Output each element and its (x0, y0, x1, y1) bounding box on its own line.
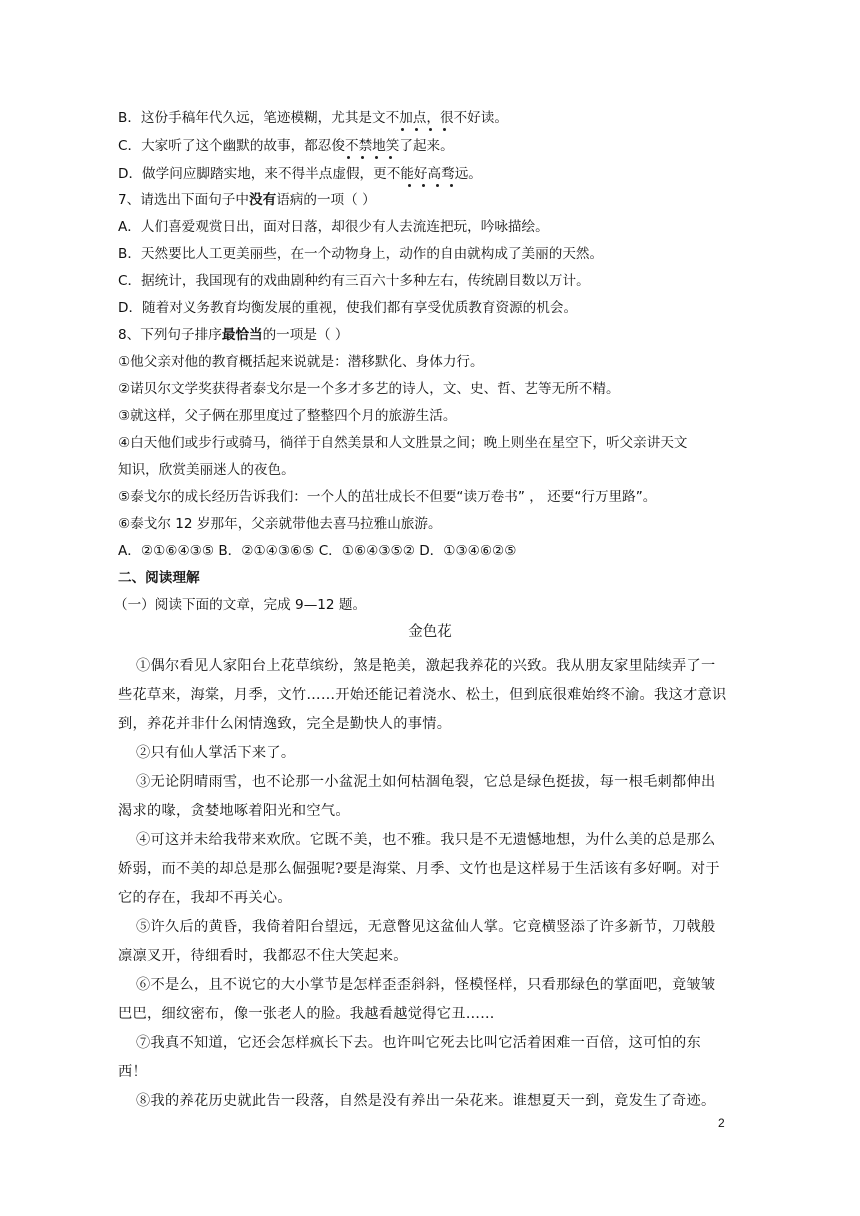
sentence-1: ①他父亲对他的教育概括起来说就是：潜移默化、身体力行。 (118, 354, 484, 370)
paragraph-1-line-1: ①偶尔看见人家阳台上花草缤纷，煞是艳美，激起我养花的兴致。我从朋友家里陆续弄了一 (136, 658, 716, 674)
q7-option-a: A．人们喜爱观赏日出，面对日落，却很少有人去流连把玩，吟咏描绘。 (118, 219, 549, 235)
q8-prefix: 8、下列句子排序 (118, 327, 222, 343)
paragraph-8: ⑧我的养花历史就此告一段落，自然是没有养出一朵花来。谁想夏天一到，竟发生了奇迹。 (136, 1093, 716, 1109)
q7-option-d: D．随着对义务教育均衡发展的重视，使我们都有享受优质教育资源的机会。 (118, 300, 578, 316)
emphasis-dots (405, 184, 465, 188)
paragraph-7-line-1: ⑦我真不知道，它还会怎样疯长下去。也许叫它死去比叫它活着困难一百倍，这可怕的东 (136, 1035, 702, 1051)
emphasis-dots (344, 156, 404, 160)
reading-intro: （一）阅读下面的文章，完成 9—12 题。 (114, 597, 367, 613)
sentence-5: ⑤泰戈尔的成长经历告诉我们：一个人的茁壮成长不但要“读万卷书” ， 还要“行万里路”。 (118, 489, 657, 505)
sentence-3: ③就这样，父子俩在那里度过了整整四个月的旅游生活。 (118, 408, 457, 424)
question-8 (118, 325, 758, 345)
section-heading: 二、阅读理解 (118, 570, 200, 586)
q6-option-d: D．做学问应脚踏实地，来不得半点虚假，更不能好高骛远。 (118, 166, 482, 182)
q7-suffix: 语病的一项（ ） (276, 192, 376, 208)
question-7 (118, 190, 758, 210)
sentence-2: ②诺贝尔文学奖获得者泰戈尔是一个多才多艺的诗人，文、史、哲、艺等无所不精。 (118, 381, 620, 397)
paragraph-1-line-2: 些花草来，海棠，月季，文竹……开始还能记着浇水、松土，但到底很难始终不渝。我这才意识 (118, 687, 727, 703)
q7-prefix: 7、请选出下面句子中 (118, 192, 249, 208)
q8-suffix: 的一项是（ ） (262, 327, 349, 343)
q8-options: A．②①⑥④③⑤ B．②①④③⑥⑤ C．①⑥④③⑤② D．①③④⑥②⑤ (118, 543, 517, 559)
paragraph-4-line-3: 它的存在，我却不再关心。 (118, 890, 292, 906)
q6-option-c: C．大家听了这个幽默的故事，都忍俊不禁地笑了起来。 (118, 138, 454, 154)
paragraph-2: ②只有仙人掌活下来了。 (136, 745, 296, 761)
paragraph-3-line-1: ③无论阴晴雨雪，也不论那一小盆泥土如何枯涸龟裂，它总是绿色挺拔，每一根毛刺都伸出 (136, 774, 716, 790)
paragraph-7-line-2: 西！ (118, 1064, 147, 1080)
sentence-4-line-2: 知识，欣赏美丽迷人的夜色。 (118, 462, 295, 478)
q6-option-b: B．这份手稿年代久远，笔迹模糊，尤其是文不加点，很不好读。 (118, 110, 508, 126)
paragraph-4-line-2: 娇弱，而不美的却总是那么倔强呢?要是海棠、月季、文竹也是这样易于生活该有多好啊。对于 (118, 861, 720, 877)
paragraph-6-line-2: 巴巴，细纹密布，像一张老人的脸。我越看越觉得它丑…... (118, 1006, 495, 1022)
paragraph-1-line-3: 到，养花并非什么闲情逸致，完全是勤快人的事情。 (118, 716, 452, 732)
q7-emphasis: 没有 (249, 192, 277, 208)
q8-emphasis: 最恰当 (221, 327, 263, 343)
article-title: 金色花 (408, 624, 452, 640)
sentence-4-line-1: ④白天他们或步行或骑马，徜徉于自然美景和人文胜景之间；晚上则坐在星空下，听父亲讲天文 (118, 435, 688, 451)
sentence-6: ⑥泰戈尔 12 岁那年，父亲就带他去喜马拉雅山旅游。 (118, 516, 442, 532)
q7-option-c: C．据统计，我国现有的戏曲剧种约有三百六十多种左右，传统剧目数以万计。 (118, 273, 590, 289)
paragraph-6-line-1: ⑥不是么，且不说它的大小掌节是怎样歪歪斜斜，怪模怪样，只看那绿色的掌面吧，竟皱皱 (136, 977, 716, 993)
emphasis-dots (398, 128, 458, 132)
paragraph-3-line-2: 渴求的喙，贪婪地啄着阳光和空气。 (118, 803, 350, 819)
paragraph-5-line-2: 凛凛叉开，待细看时，我都忍不住大笑起来。 (118, 948, 408, 964)
page-number: 2 (718, 1116, 725, 1130)
paragraph-5-line-1: ⑤许久后的黄昏，我倚着阳台望远，无意瞥见这盆仙人掌。它竟横竖添了许多新节，刀戟般 (136, 919, 716, 935)
q7-option-b: B．天然要比人工更美丽些，在一个动物身上，动作的自由就构成了美丽的天然。 (118, 246, 604, 262)
paragraph-4-line-1: ④可这并未给我带来欢欣。它既不美，也不雅。我只是不无遗憾地想，为什么美的总是那么 (136, 832, 716, 848)
